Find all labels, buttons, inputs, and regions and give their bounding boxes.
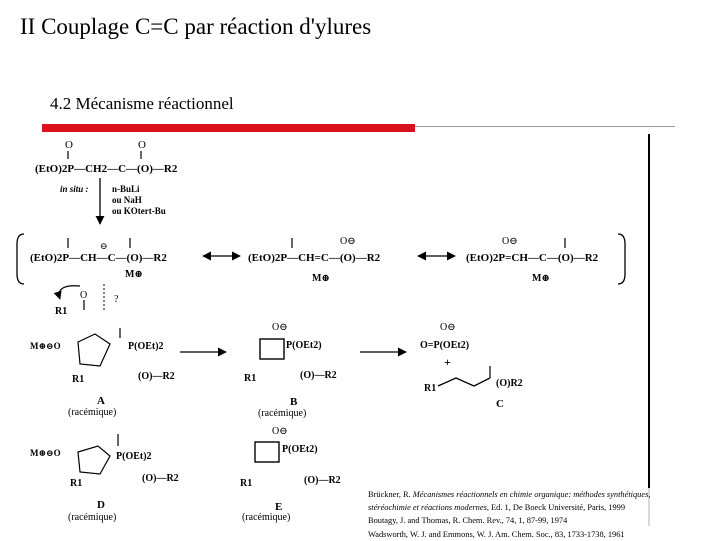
intermediate-c-charge: O⊖ — [440, 322, 456, 333]
intermediate-b-charge: O⊖ — [272, 322, 288, 333]
resonance-form-1-charge: ⊖ — [100, 241, 108, 251]
resonance-form-3-formula: (EtO)2P=CH—C—(O)—R2 — [466, 252, 599, 264]
resonance-form-1 — [30, 238, 167, 280]
resonance-form-3 — [466, 236, 599, 284]
intermediate-d-group1: P(OEt)2 — [116, 451, 152, 462]
intermediate-b-r: R1 — [244, 373, 257, 384]
intermediate-a-letter: A — [97, 395, 105, 407]
intermediate-a — [30, 328, 175, 418]
intermediate-e-charge: O⊖ — [272, 426, 288, 437]
resonance-form-1-cation: M⊕ — [125, 269, 143, 280]
condition-1: n-BuLi — [112, 184, 140, 194]
intermediate-c-group2: (O)R2 — [496, 378, 523, 389]
resonance-form-2 — [248, 236, 381, 284]
intermediate-d-note: (racémique) — [68, 512, 117, 523]
slide-title: II Couplage C=C par réaction d'ylures — [20, 14, 372, 39]
intermediate-d-group2: (O)—R2 — [142, 473, 179, 484]
intermediate-a-note: (racémique) — [68, 407, 117, 418]
intermediate-d-letter: D — [97, 499, 105, 511]
condition-2: ou NaH — [112, 195, 142, 205]
intermediate-b-note: (racémique) — [258, 408, 307, 419]
intermediate-a-cation: M⊕⊖O — [30, 341, 61, 351]
condition-in-situ: in situ : — [60, 184, 89, 194]
intermediate-b-group2: (O)—R2 — [300, 370, 337, 381]
intermediate-e-group2: (O)—R2 — [304, 475, 341, 486]
intermediate-d-r: R1 — [70, 478, 83, 489]
intermediate-a-group2: (O)—R2 — [138, 371, 175, 382]
aldehyde — [55, 284, 119, 317]
intermediate-d — [30, 434, 179, 523]
resonance-form-2-formula: (EtO)2P—CH=C—(O)—R2 — [248, 252, 381, 264]
slide-subtitle: 4.2 Mécanisme réactionnel — [50, 94, 234, 113]
intermediate-d-cation: M⊕⊖O — [30, 448, 61, 458]
resonance-form-2-cation: M⊕ — [312, 273, 330, 284]
reaction-scheme — [0, 134, 660, 534]
title-rule-red — [42, 124, 415, 132]
intermediate-c-r: R1 — [424, 383, 437, 394]
reactant-formula: (EtO)2P—CH2—C—(O)—R2 — [35, 163, 178, 175]
aldehyde-question: ? — [114, 294, 119, 305]
resonance-form-1-formula: (EtO)2P—CH—C—(O)—R2 — [30, 252, 167, 264]
reactant-phosphonate — [35, 139, 178, 175]
intermediate-b — [244, 322, 337, 419]
references — [368, 488, 718, 541]
reactant-oxygen-2: O — [138, 139, 146, 151]
reference-1-cont: stéréochimie et réactions modernes, Ed. 1, De Boeck Université, Paris, 1999 — [368, 503, 626, 513]
intermediate-e-note: (racémique) — [242, 512, 291, 523]
intermediate-a-group1: P(OEt)2 — [128, 341, 164, 352]
intermediate-b-letter: B — [290, 396, 298, 408]
intermediate-e-letter: E — [275, 501, 283, 513]
intermediate-c-letter: C — [496, 398, 504, 410]
intermediate-b-group1: P(OEt2) — [286, 340, 322, 351]
reference-3: Wadsworth, W. J. and Emmons, W. J. Am. Chem. Soc., 83, 1733-1738, 1961 — [368, 529, 625, 539]
reference-2: Boutagy, J. and Thomas, R. Chem. Rev., 74, 1, 87-99, 1974 — [368, 516, 568, 526]
aldehyde-oxygen: O — [80, 290, 88, 301]
intermediate-c-group1: O=P(OEt2) — [420, 340, 470, 351]
resonance-form-2-charge: O⊖ — [340, 236, 356, 247]
intermediate-e — [240, 426, 341, 523]
condition-3: ou KOtert-Bu — [112, 206, 166, 216]
intermediate-a-r: R1 — [72, 374, 85, 385]
intermediate-c-plus: + — [444, 355, 451, 369]
title-rule-gray — [415, 126, 675, 127]
intermediate-c — [420, 322, 523, 410]
resonance-form-3-cation: M⊕ — [532, 273, 550, 284]
reactant-oxygen-1: O — [65, 139, 73, 151]
intermediate-e-group1: P(OEt2) — [282, 444, 318, 455]
intermediate-e-r: R1 — [240, 478, 253, 489]
aldehyde-r: R1 — [55, 306, 68, 317]
resonance-form-3-charge: O⊖ — [502, 236, 518, 247]
reference-1: Brückner, R. Mécanismes réactionnels en chimie organique: méthodes synthétiques, — [368, 490, 651, 499]
